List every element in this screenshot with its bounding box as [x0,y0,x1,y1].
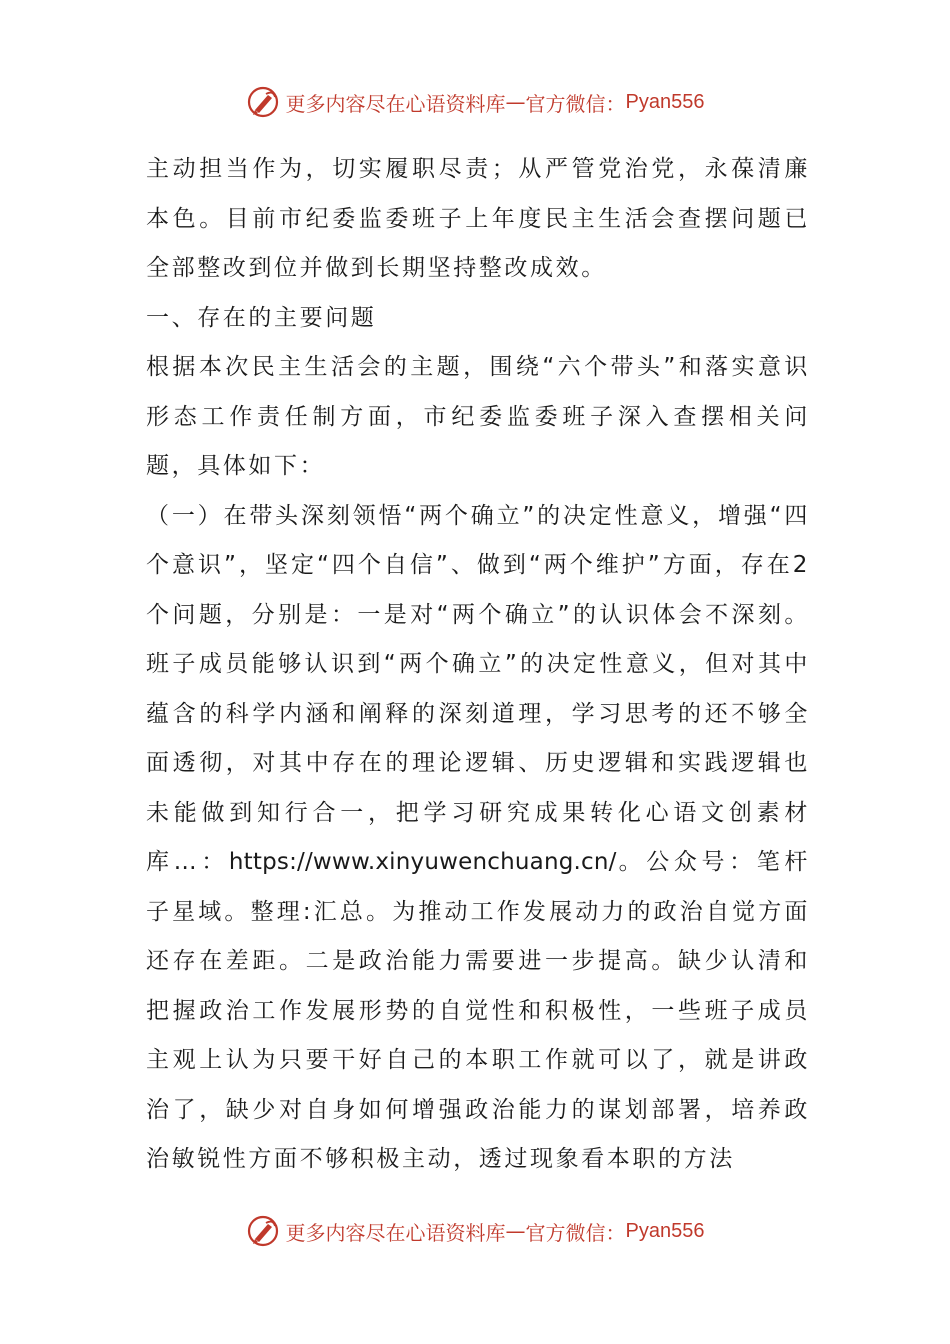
issue-text-after-link: 。公众号：笔杆子星域。整理:汇总。为推动工作发展动力的政治自觉方面还存在差距。二是政治能力需要进一步提高。缺少认清和把握政治工作发展形势的自觉性和积极性，一些班子成员主观上认为只要干好自己的本职工作就可以了，就是讲政治了，缺少对自身如何增强政治能力的谋划部署，培养政治敏锐性方面不够积极主动，透过现象看本职的方法 [146,849,810,1172]
contact-label: 官方微信： [525,1220,626,1245]
wechat-id: Pyan556 [625,1219,705,1242]
paragraph-intro: 主动担当作为，切实履职尽责；从严管党治党，永葆清廉本色。目前市纪委监委班子上年度民主生活会查摆问题已全部整改到位并做到长期坚持整改成效。 [146,156,810,281]
banner-separator: — [505,1219,526,1243]
pen-logo-icon [246,1214,280,1248]
header-banner [0,82,950,122]
issue-text-before-link: （一）在带头深刻领悟“两个确立”的决定性意义，增强“四个意识”，坚定“四个自信”、做到“两个维护”方面，存在2个问题，分别是：一是对“两个确立”的认识体会不深刻。班子成员能够认识到“两个确立”的决定性意义，但对其中蕴含的科学内涵和阐释的深刻道理，学习思考的还不够全面透彻，对其中存在的理论逻辑、历史逻辑和实践逻辑也未能做到知行合一，把学习研究成果转化心语文创素材库…： [146,502,810,875]
footer-banner [0,1211,950,1251]
paragraph-overview: 根据本次民主生活会的主题，围绕“六个带头”和落实意识形态工作责任制方面，市纪委监委班子深入查摆相关问题，具体如下： [146,354,810,479]
brand-text: 更多内容尽在心语资料库 [285,1220,506,1245]
paragraph-issue-one [146,492,810,1185]
brand-text: 更多内容尽在心语资料库 [285,91,506,116]
website-link[interactable]: https://www.xinyuwenchuang.cn/ [228,849,617,875]
pen-logo-icon [246,85,280,119]
wechat-id: Pyan556 [625,90,705,113]
contact-label: 官方微信： [525,91,626,116]
document-body [146,145,810,1185]
section-heading: 一、存在的主要问题 [146,304,377,331]
banner-separator: — [505,90,526,114]
